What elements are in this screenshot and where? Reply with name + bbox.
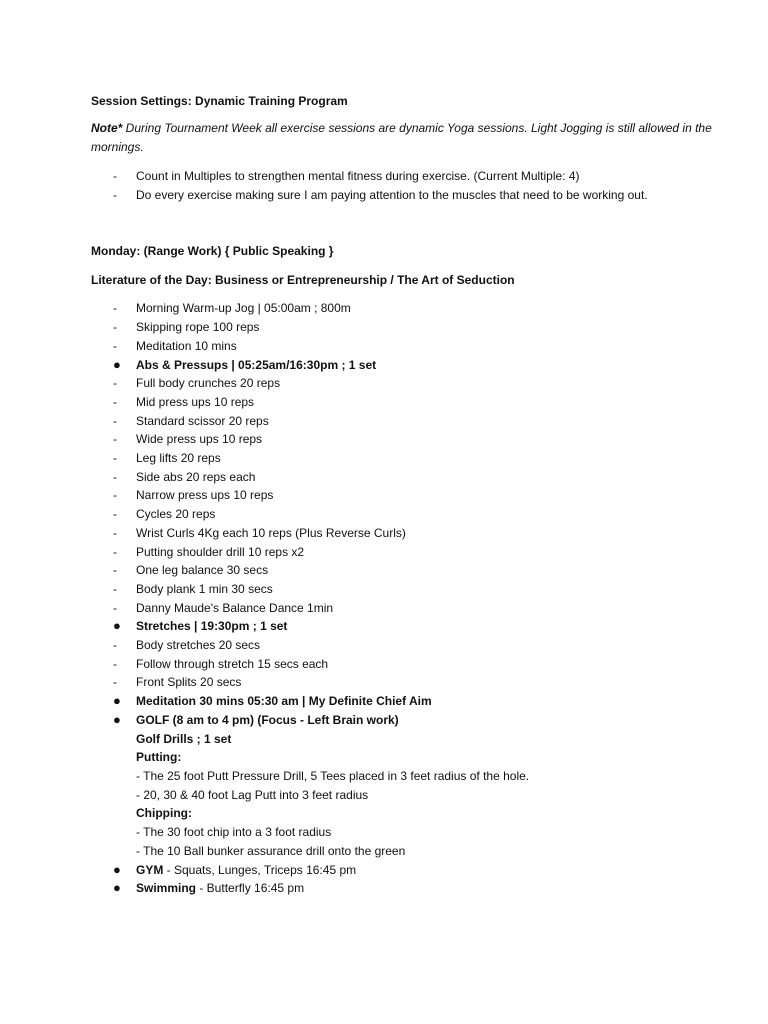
list-item-text: Putting shoulder drill 10 reps x2 [136, 544, 305, 559]
list-item-text: GOLF (8 am to 4 pm) (Focus - Left Brain work) [136, 712, 399, 727]
final-item-label: GYM [136, 862, 164, 877]
list-item [91, 580, 731, 599]
list-item [91, 412, 731, 431]
list-item-text: Narrow press ups 10 reps [136, 488, 274, 503]
list-item-text: Side abs 20 reps each [136, 469, 256, 484]
final-item-label: Swimming [136, 881, 197, 896]
bullet-marker: ● [113, 356, 121, 372]
dash-marker: - [113, 507, 117, 522]
golf-detail-line: - The 30 foot chip into a 3 foot radius [136, 825, 332, 840]
dash-marker: - [113, 187, 117, 202]
dash-marker: - [113, 320, 117, 335]
list-item [91, 711, 731, 730]
bullet-marker: ● [113, 693, 121, 709]
list-item-text: Mid press ups 10 reps [136, 394, 255, 409]
list-item [91, 655, 731, 674]
list-item-text: Cycles 20 reps [136, 507, 216, 522]
list-item-text: Wide press ups 10 reps [136, 432, 263, 447]
note-label: Note* [91, 121, 123, 135]
list-item [91, 430, 731, 449]
list-item [91, 356, 731, 375]
dash-marker: - [113, 638, 117, 653]
dash-marker: - [113, 488, 117, 503]
final-list [91, 861, 731, 898]
list-item [91, 486, 731, 505]
dash-marker: - [113, 675, 117, 690]
list-item [91, 673, 731, 692]
dash-marker: - [113, 338, 117, 353]
golf-detail-line: Chipping: [136, 806, 192, 821]
final-item-text: - Butterfly 16:45 pm [196, 881, 305, 896]
bullet-marker: ● [113, 618, 121, 634]
document-page [91, 92, 731, 898]
list-item-text: Danny Maude's Balance Dance 1min [136, 600, 334, 615]
list-item-text: Body plank 1 min 30 secs [136, 581, 273, 596]
dash-marker: - [113, 376, 117, 391]
bullet-marker: ● [113, 861, 121, 877]
list-item [91, 167, 731, 186]
list-item [91, 468, 731, 487]
dash-marker: - [113, 544, 117, 559]
list-item [91, 692, 731, 711]
golf-detail-line: - The 10 Ball bunker assurance drill onto the green [136, 843, 406, 858]
dash-marker: - [113, 451, 117, 466]
list-item [91, 636, 731, 655]
list-item-text: Meditation 10 mins [136, 338, 237, 353]
settings-list [91, 167, 731, 204]
dash-marker: - [113, 469, 117, 484]
golf-detail-line: Golf Drills ; 1 set [136, 731, 232, 746]
document-title: Session Settings: Dynamic Training Program [91, 94, 348, 108]
list-item-text: Body stretches 20 secs [136, 638, 261, 653]
list-item [91, 599, 731, 618]
dash-marker: - [113, 563, 117, 578]
list-item [91, 861, 731, 880]
list-item [91, 393, 731, 412]
list-item [91, 617, 731, 636]
list-item [91, 337, 731, 356]
golf-detail-line: Putting: [136, 750, 182, 765]
dash-marker: - [113, 581, 117, 596]
list-item [91, 449, 731, 468]
settings-item-text: Count in Multiples to strengthen mental fitness during exercise. (Current Multiple: 4) [136, 169, 580, 183]
note-text: During Tournament Week all exercise sessions are dynamic Yoga sessions. Light Jogging is still allowed in the mornings. [91, 121, 712, 154]
dash-marker: - [113, 432, 117, 447]
list-item [91, 186, 731, 205]
dash-marker: - [113, 169, 117, 183]
list-item-text: Full body crunches 20 reps [136, 376, 281, 391]
list-item [91, 879, 731, 898]
dash-marker: - [113, 656, 117, 671]
dash-marker: - [113, 525, 117, 540]
golf-detail-line: - 20, 30 & 40 foot Lag Putt into 3 feet radius [136, 787, 369, 802]
list-item-text: Abs & Pressups | 05:25am/16:30pm ; 1 set [136, 357, 377, 372]
dash-marker: - [113, 301, 117, 316]
list-item-text: Stretches | 19:30pm ; 1 set [136, 619, 288, 634]
list-item [91, 318, 731, 337]
bullet-marker: ● [113, 711, 121, 727]
literature-heading: Literature of the Day: Business or Entrepreneurship / The Art of Seduction [91, 273, 515, 288]
golf-details [91, 730, 731, 861]
list-item [91, 299, 731, 318]
list-item-text: Front Splits 20 secs [136, 675, 242, 690]
dash-marker: - [113, 394, 117, 409]
list-item-text: Standard scissor 20 reps [136, 413, 269, 428]
golf-detail-line: - The 25 foot Putt Pressure Drill, 5 Tees placed in 3 feet radius of the hole. [136, 768, 530, 783]
list-item [91, 561, 731, 580]
dash-marker: - [113, 413, 117, 428]
final-item-text: - Squats, Lunges, Triceps 16:45 pm [163, 862, 357, 877]
list-item [91, 505, 731, 524]
list-item-text: Skipping rope 100 reps [136, 320, 260, 335]
settings-item-text: Do every exercise making sure I am paying attention to the muscles that need to be working out. [136, 187, 648, 202]
monday-heading: Monday: (Range Work) { Public Speaking } [91, 244, 334, 259]
list-item-text: Meditation 30 mins 05:30 am | My Definite Chief Aim [136, 694, 432, 709]
list-item-text: Wrist Curls 4Kg each 10 reps (Plus Reverse Curls) [136, 525, 406, 540]
list-item-text: Leg lifts 20 reps [136, 451, 221, 466]
list-item-text: Follow through stretch 15 secs each [136, 656, 329, 671]
note-paragraph [91, 119, 731, 157]
list-item [91, 524, 731, 543]
list-item-text: One leg balance 30 secs [136, 563, 269, 578]
list-item [91, 374, 731, 393]
bullet-marker: ● [113, 880, 121, 896]
dash-marker: - [113, 600, 117, 615]
exercise-list [91, 299, 731, 729]
list-item [91, 543, 731, 562]
list-item-text: Morning Warm-up Jog | 05:00am ; 800m [136, 301, 351, 316]
